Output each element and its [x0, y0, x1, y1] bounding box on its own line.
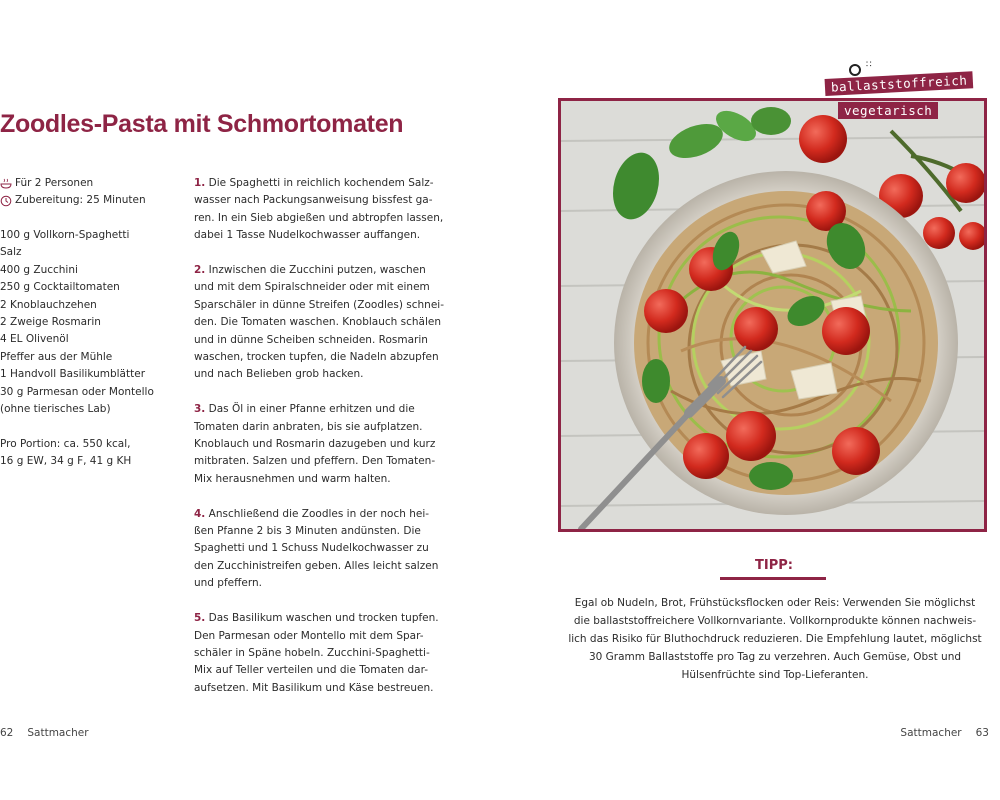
ingredient-item: 2 Zweige Rosmarin [0, 316, 101, 329]
tip-title: TIPP: [755, 558, 793, 573]
step-text: den. Die Tomaten waschen. Knoblauch schälen [194, 316, 442, 329]
step-text: Das Basilikum waschen und trocken tupfen. [208, 612, 439, 625]
prep-time-text: Zubereitung: 25 Minuten [15, 194, 146, 207]
page-number-left: 62 [0, 727, 14, 739]
tip-text [560, 594, 990, 684]
step-text: ßen Pfanne 2 bis 3 Minuten andünsten. Die [194, 525, 421, 538]
serving-bowl-icon [0, 178, 12, 190]
servings-text: Für 2 Personen [15, 177, 94, 189]
step-number: 4. [194, 507, 206, 520]
step-4 [194, 506, 439, 593]
ingredient-item: (ohne tierisches Lab) [0, 403, 111, 416]
step-text: Den Parmesan oder Montello mit dem Spar- [194, 629, 424, 642]
dots-icon: ∷ [866, 60, 872, 70]
zoodles-dish-illustration [561, 101, 984, 529]
step-text: dabei 1 Tasse Nudelkochwasser auffangen. [194, 229, 421, 242]
step-text: Inzwischen die Zucchini putzen, waschen [208, 264, 426, 277]
step-text: und in dünne Scheiben schneiden. Rosmarin [194, 333, 428, 346]
footer-left [0, 727, 89, 739]
ingredient-item: 400 g Zucchini [0, 263, 78, 276]
step-number: 1. [194, 177, 206, 189]
recipe-title: Zoodles-Pasta mit Schmortomaten [0, 110, 404, 138]
step-text: schäler in Späne hobeln. Zucchini-Spaghetti- [194, 646, 430, 659]
step-text: und pfeffern. [194, 577, 262, 590]
step-number: 2. [194, 264, 206, 277]
step-number: 3. [194, 403, 206, 416]
tag-ballaststoffreich: ballaststoffreich [825, 71, 974, 96]
tip-line: Egal ob Nudeln, Brot, Frühstücksflocken oder Reis: Verwenden Sie möglichst [574, 597, 976, 609]
step-1 [194, 175, 444, 245]
recipe-meta [0, 175, 180, 210]
step-text: ren. In ein Sieb abgießen und abtropfen lassen, [194, 211, 444, 224]
step-text: wasser nach Packungsanweisung bissfest ga- [194, 194, 433, 207]
step-text: waschen, trocken tupfen, die Nadeln abzupfen [194, 351, 439, 364]
circle-marker-icon [849, 64, 861, 76]
ingredient-item: 4 EL Olivenöl [0, 333, 69, 346]
step-2 [194, 262, 444, 384]
prep-time-row [0, 192, 180, 209]
step-text: aufsetzen. Mit Basilikum und Käse bestreuen. [194, 681, 434, 694]
tip-line: die ballaststoffreichere Vollkornvariante. Vollkornprodukte können nachweis- [573, 615, 977, 627]
ingredient-item: 2 Knoblauchzehen [0, 298, 97, 311]
step-text: Knoblauch und Rosmarin dazugeben und kurz [194, 438, 436, 451]
servings-row [0, 175, 180, 192]
clock-icon [0, 195, 12, 207]
step-text: Spaghetti und 1 Schuss Nudelkochwasser zu [194, 542, 429, 555]
recipe-photo [558, 98, 987, 532]
page-number-right: 63 [975, 727, 989, 739]
ingredient-item: Salz [0, 246, 22, 259]
step-3 [194, 401, 436, 488]
ingredient-item: 250 g Cocktailtomaten [0, 281, 120, 294]
tip-line: 30 Gramm Ballaststoffe pro Tag zu verzehren. Auch Gemüse, Obst und [588, 651, 962, 663]
instruction-steps [194, 175, 444, 715]
ingredient-list [0, 227, 185, 418]
nutrition-line: 16 g EW, 34 g F, 41 g KH [0, 455, 132, 468]
step-number: 5. [194, 612, 206, 625]
ingredient-item: 1 Handvoll Basilikumblätter [0, 368, 146, 381]
step-text: Anschließend die Zoodles in der noch hei- [208, 507, 430, 520]
step-text: Mix herausnehmen und warm halten. [194, 472, 391, 485]
step-text: und mit dem Spiralschneider oder mit einem [194, 281, 430, 294]
section-label-right: Sattmacher [900, 727, 962, 739]
nutrition-line: Pro Portion: ca. 550 kcal, [0, 438, 131, 450]
step-text: Sparschäler in dünne Streifen (Zoodles) schnei- [194, 298, 444, 311]
tag-vegetarisch: vegetarisch [838, 102, 938, 119]
footer-right [900, 727, 989, 739]
tip-divider [720, 577, 826, 580]
step-text: Tomaten darin anbraten, bis sie aufplatzen. [194, 420, 423, 433]
nutrition-info [0, 436, 185, 471]
section-label-left: Sattmacher [27, 727, 89, 739]
step-text: Mix auf Teller verteilen und die Tomaten dar- [194, 664, 429, 677]
ingredient-item: 100 g Vollkorn-Spaghetti [0, 229, 130, 241]
step-5 [194, 610, 439, 697]
tip-line: Hülsenfrüchte sind Top-Lieferanten. [681, 669, 869, 681]
ingredient-item: Pfeffer aus der Mühle [0, 350, 113, 363]
step-text: den Zucchinistreifen geben. Alles leicht salzen [194, 559, 439, 572]
step-text: Die Spaghetti in reichlich kochendem Salz- [208, 177, 434, 189]
ingredient-item: 30 g Parmesan oder Montello [0, 385, 154, 398]
step-text: Das Öl in einer Pfanne erhitzen und die [208, 403, 415, 416]
step-text: und nach Belieben grob hacken. [194, 368, 364, 381]
step-text: mitbraten. Salzen und pfeffern. Den Tomaten- [194, 455, 436, 468]
tip-line: lich das Risiko für Bluthochdruck reduzieren. Die Empfehlung lautet, möglichst [568, 633, 982, 645]
